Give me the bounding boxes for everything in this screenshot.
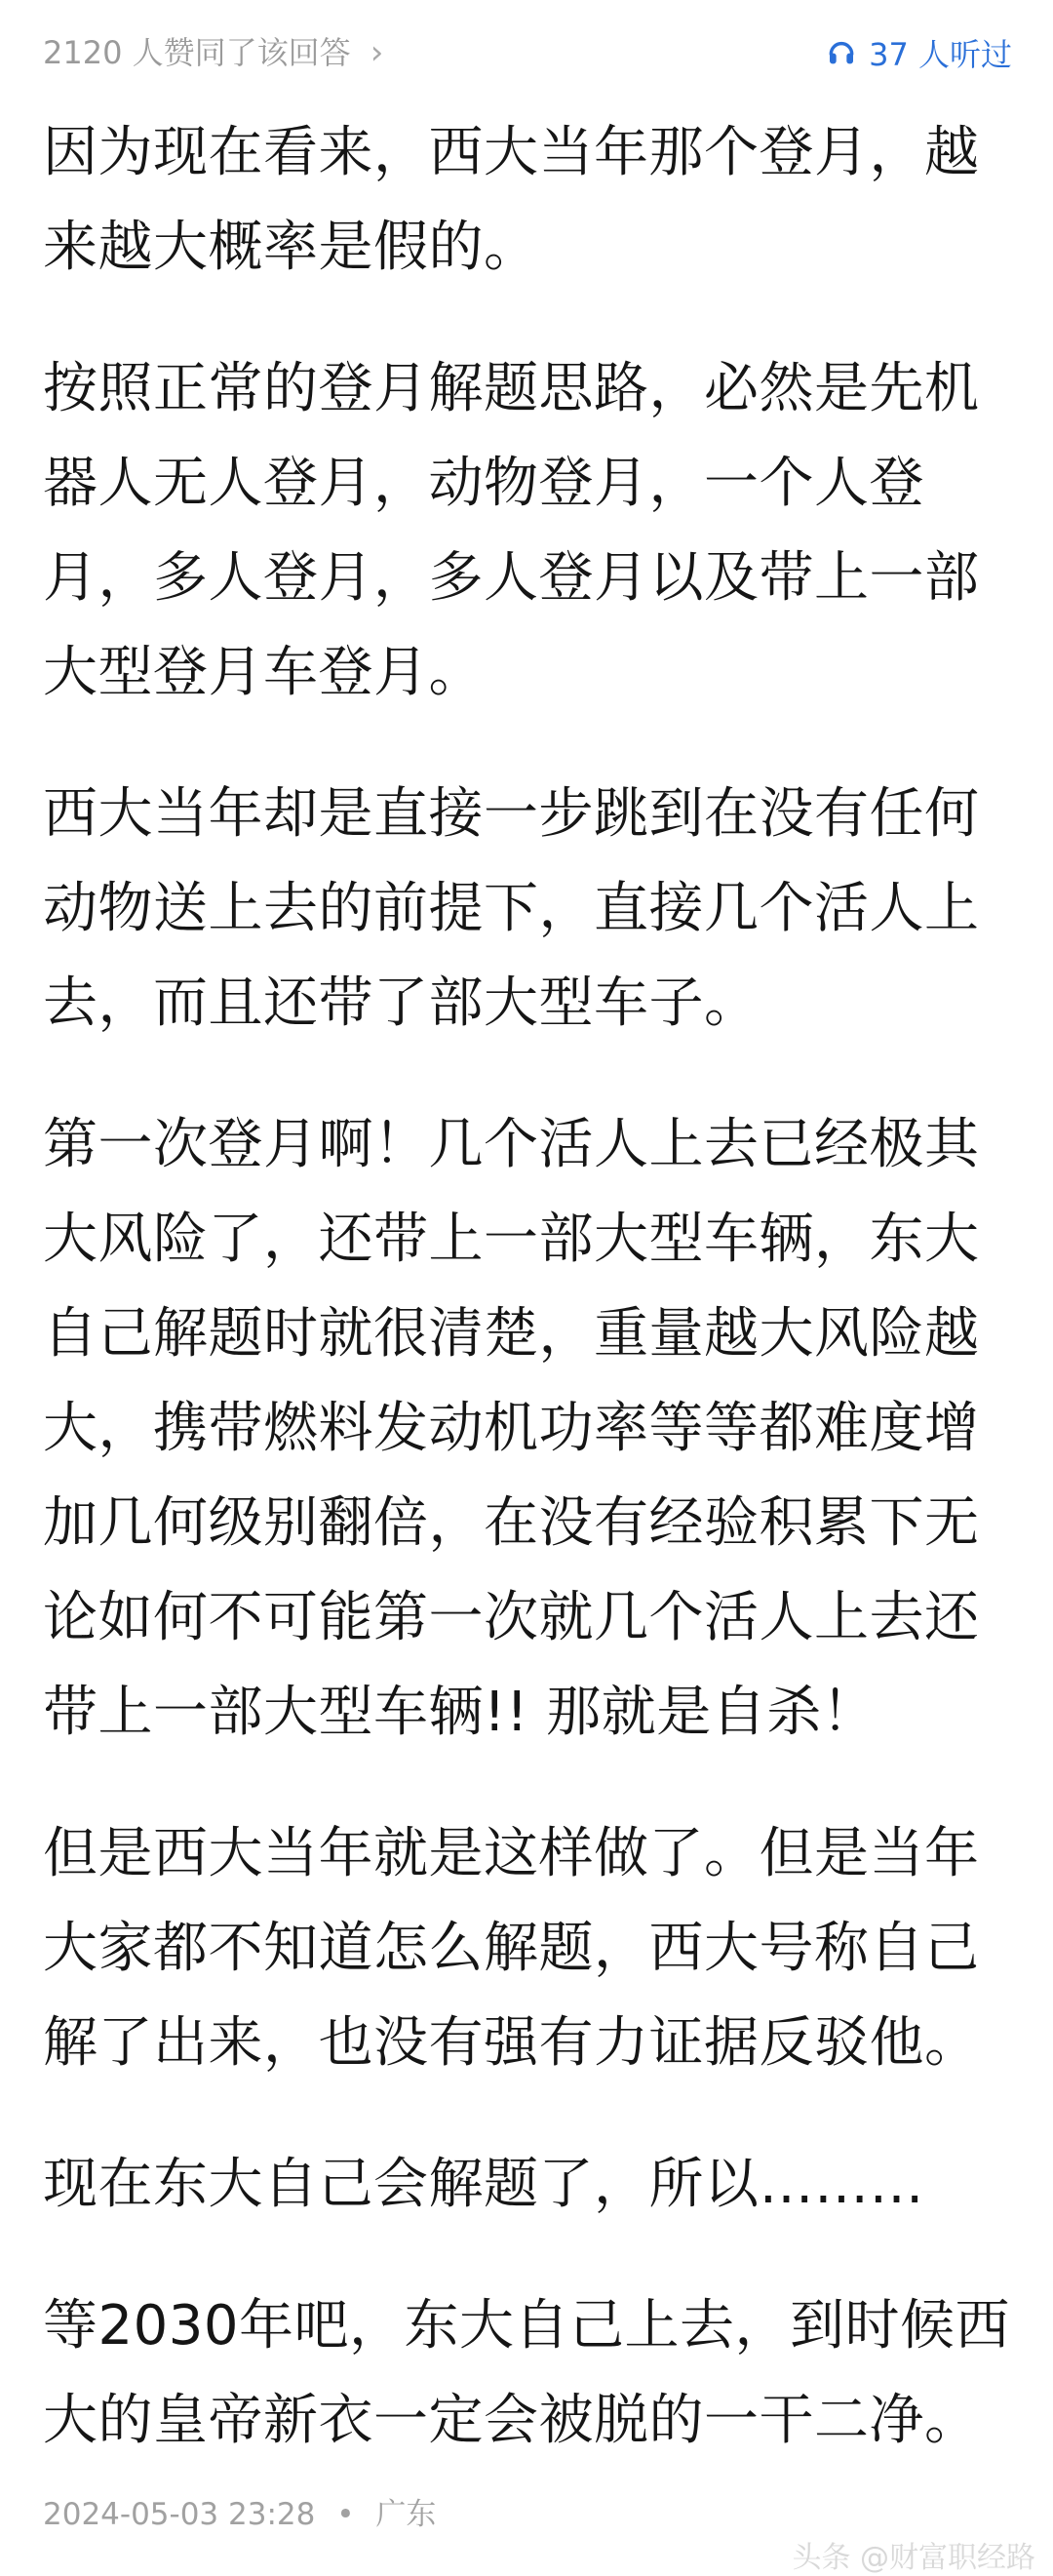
answer-paragraph: 按照正常的登月解题思路，必然是先机 器人无人登月，动物登月，一个人登 月，多人登月，多人登月以及带上一部 大型登月车登月。 [43,357,980,704]
answer-meta [43,2493,436,2536]
answer-paragraph: 西大当年却是直接一步跳到在没有任何 动物送上去的前提下，直接几个活人上 去，而且还带了部大型车子。 [43,782,980,1035]
likes-count-text: 2120 人赞同了该回答 [43,34,351,71]
answer-paragraph: 现在东大自己会解题了，所以……… [43,2153,924,2216]
listen-count-text: 37 人听过 [869,36,1012,73]
answer-paragraph: 但是西大当年就是这样做了。但是当年 大家都不知道怎么解题，西大号称自己 解了出来，也没有强有力证据反驳他。 [43,1822,980,2075]
answer-date: 2024-05-03 23:28 [43,2497,316,2532]
answer-header [0,0,1053,105]
answer-body [43,105,1018,2468]
answer-location: 广东 [375,2497,437,2532]
listen-button[interactable] [826,27,1012,78]
watermark: 头条 @财富职经路 [792,2541,1035,2575]
headphones-icon [826,37,857,68]
answer-paragraph: 因为现在看来，西大当年那个登月，越 来越大概率是假的。 [43,121,980,279]
answer-paragraph: 等2030年吧，东大自己上去，到时候西 大的皇帝新衣一定会被脱的一干二净。 [43,2294,1011,2452]
likes-count-link[interactable] [43,27,383,78]
answer-paragraph: 第一次登月啊！几个活人上去已经极其 大风险了，还带上一部大型车辆，东大 自己解题时就很清楚，重量越大风险越 大，携带燃料发动机功率等等都难度增 加几何级别翻倍，在没有经验积累下无 论如何不可能第一次就几个活人上去还 带上一部大型车辆!! 那就是自杀！ [43,1113,980,1744]
chevron-right-icon: › [370,33,384,72]
meta-separator: • [336,2497,355,2532]
